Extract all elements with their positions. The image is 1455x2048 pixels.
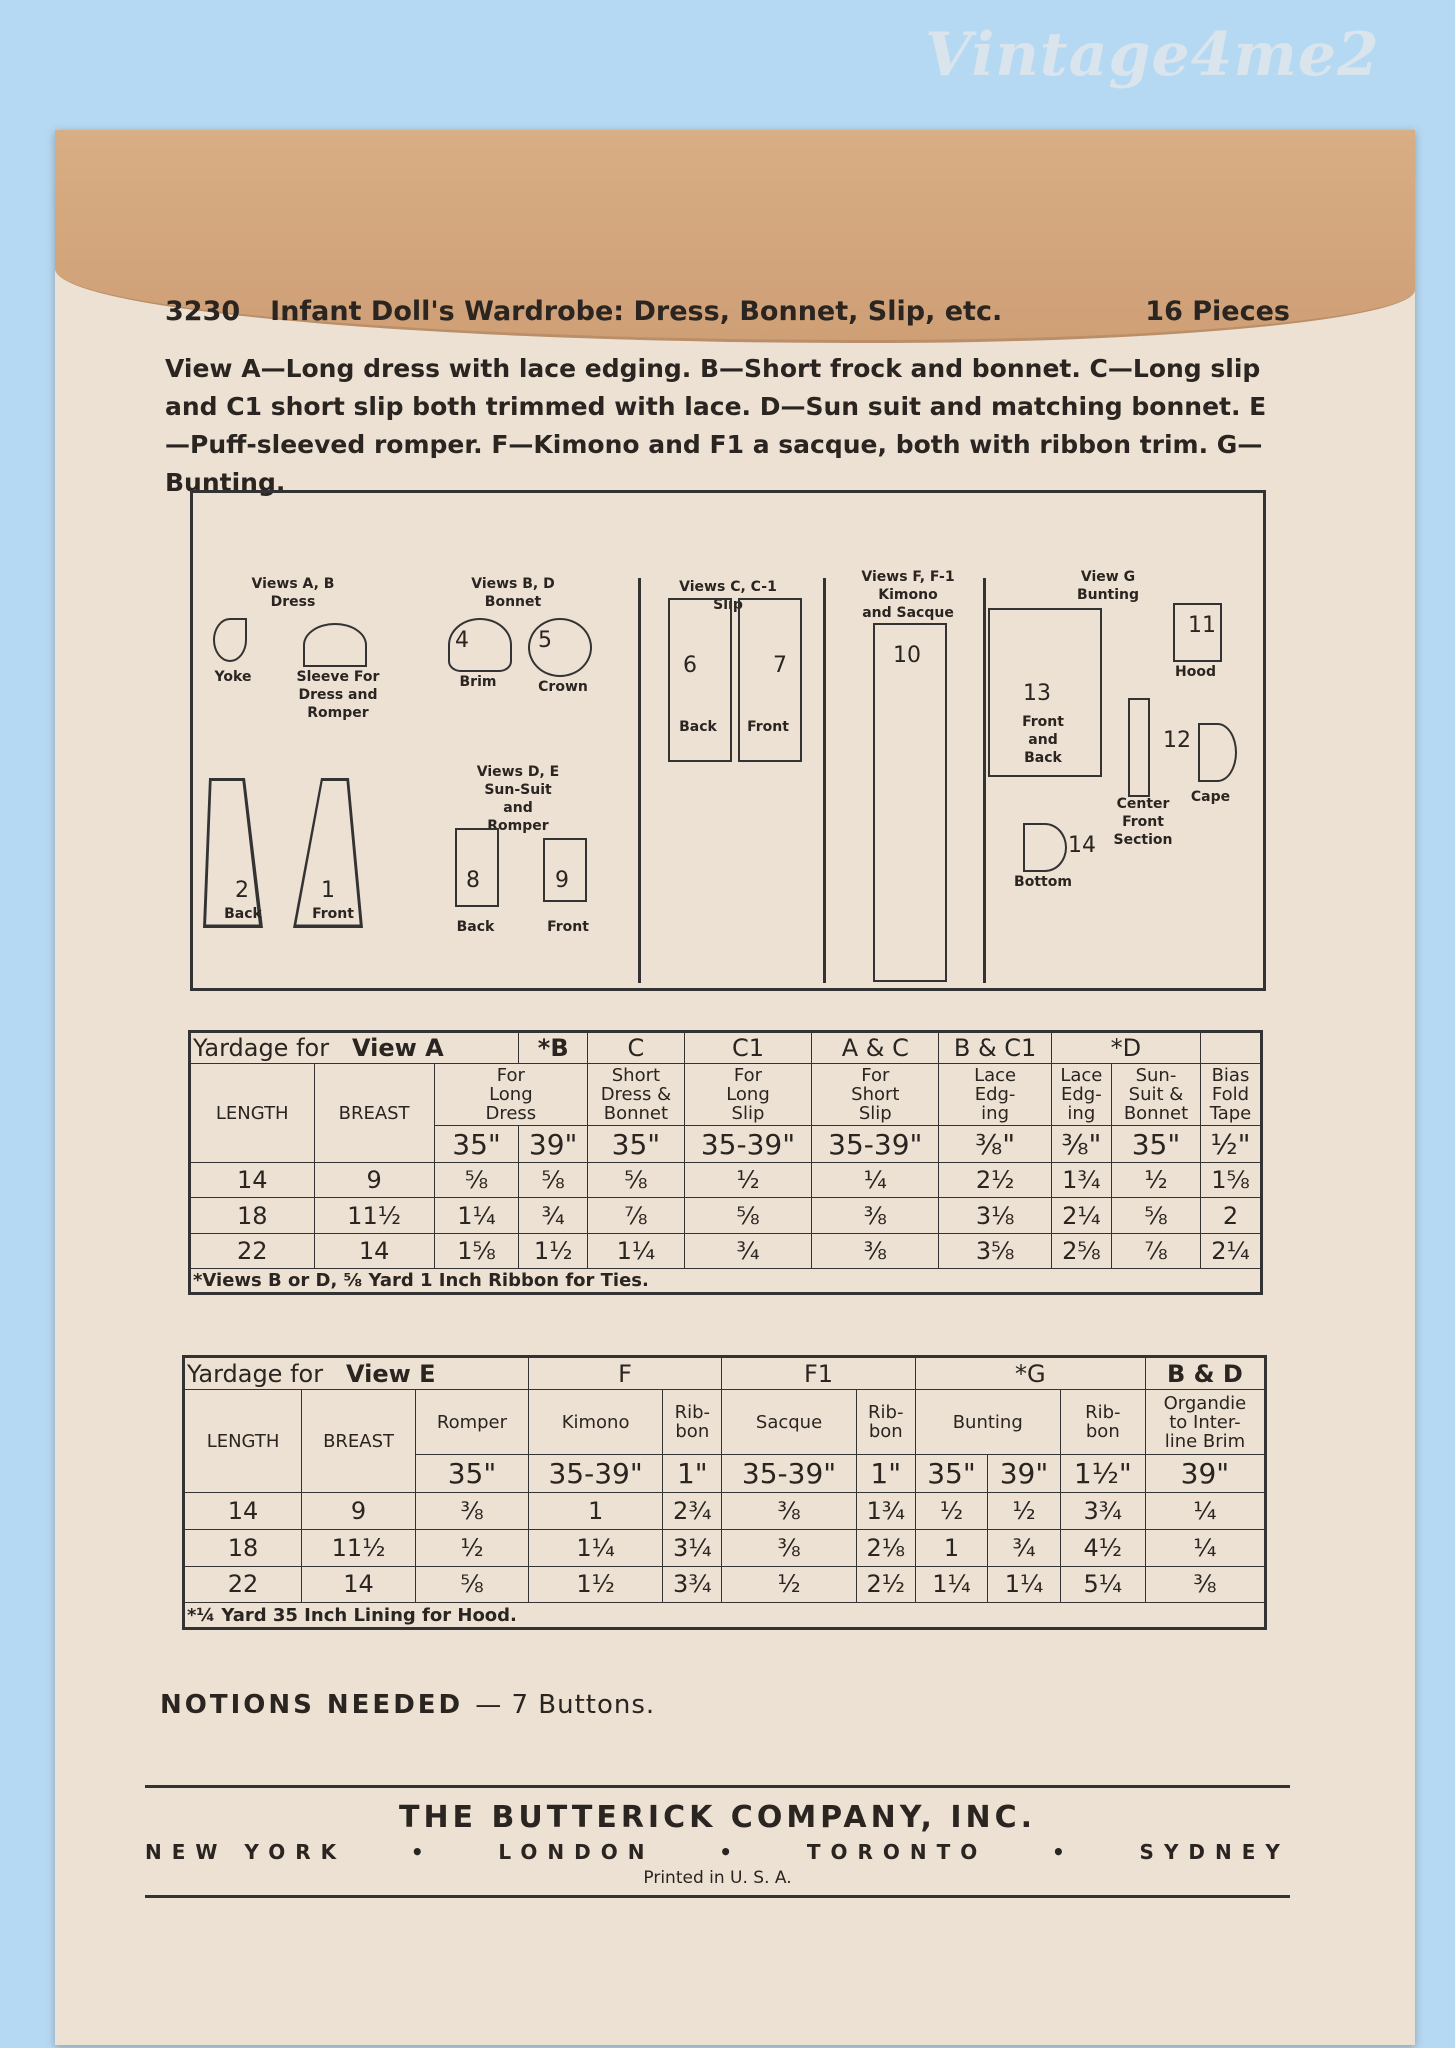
subheader: Romper <box>416 1390 529 1455</box>
piece-number: 7 <box>773 653 787 678</box>
slip-front-piece <box>738 598 802 762</box>
table-cell: 18 <box>184 1529 302 1566</box>
pattern-heading <box>165 296 1290 327</box>
table-cell: 1¾ <box>856 1493 915 1530</box>
table-cell: 2¼ <box>1200 1233 1261 1268</box>
subheader: Kimono <box>528 1390 662 1455</box>
table-cell: ½ <box>722 1566 856 1603</box>
table-cell: ¼ <box>1145 1529 1265 1566</box>
table-cell: ⅜ <box>416 1493 529 1530</box>
table-cell: ⅜ <box>1145 1566 1265 1603</box>
table-cell: ½ <box>915 1493 988 1530</box>
table-cell: ⅝ <box>416 1566 529 1603</box>
subheader: For Short Slip <box>812 1064 939 1126</box>
table-cell: 1 <box>915 1529 988 1566</box>
printed-in: Printed in U. S. A. <box>643 1868 792 1888</box>
width-cell: 39" <box>988 1455 1061 1493</box>
table-cell: 2½ <box>856 1566 915 1603</box>
city-label: NEW YORK <box>145 1840 347 1864</box>
cape-label: Cape <box>1190 789 1231 805</box>
piece-number: 6 <box>683 653 697 678</box>
column-header: B & C1 <box>939 1032 1051 1064</box>
width-cell: 35" <box>416 1455 529 1493</box>
width-cell: ⅜" <box>939 1126 1051 1163</box>
table-cell: 14 <box>302 1566 416 1603</box>
pattern-pieces-diagram <box>190 490 1266 991</box>
piece-number: 11 <box>1188 613 1216 638</box>
table-cell: ⅝ <box>684 1198 811 1233</box>
city-label: LONDON <box>498 1840 655 1864</box>
table-cell: ½ <box>416 1529 529 1566</box>
table-cell: ¾ <box>519 1198 588 1233</box>
column-header: C1 <box>684 1032 811 1064</box>
subheader: For Long Slip <box>684 1064 811 1126</box>
table-cell: 2¼ <box>1051 1198 1111 1233</box>
piece-number: 4 <box>455 628 469 653</box>
table-cell: ½ <box>684 1163 811 1198</box>
width-cell: ⅜" <box>1051 1126 1111 1163</box>
table-cell: 22 <box>184 1566 302 1603</box>
table-cell: ½ <box>1112 1163 1201 1198</box>
subheader: Rib- bon <box>1060 1390 1145 1455</box>
table-cell: ¾ <box>988 1529 1061 1566</box>
column-header: *B <box>519 1032 588 1064</box>
table-cell: ⅝ <box>434 1163 519 1198</box>
divider <box>145 1895 1290 1898</box>
piece-number: 5 <box>538 628 552 653</box>
table-cell: 3⅝ <box>939 1233 1051 1268</box>
table-row <box>184 1566 1266 1603</box>
subheader: Organdie to Inter- line Brim <box>1145 1390 1265 1455</box>
table-row <box>190 1233 1262 1268</box>
breast-header: BREAST <box>314 1064 434 1163</box>
column-header: *G <box>915 1357 1145 1390</box>
city-label: • <box>719 1840 743 1864</box>
views-de-label: Views D, E Sun-Suit and Romper <box>476 764 560 834</box>
table-cell: 11½ <box>314 1198 434 1233</box>
width-cell: 35" <box>1112 1126 1201 1163</box>
subheader: Sun- Suit & Bonnet <box>1112 1064 1201 1126</box>
front-label: Front <box>747 719 789 735</box>
column-header: View A <box>351 1034 444 1063</box>
table-cell: 18 <box>190 1198 315 1233</box>
table-cell: 1¼ <box>434 1198 519 1233</box>
width-cell: ½" <box>1200 1126 1261 1163</box>
table-cell: 2½ <box>939 1163 1051 1198</box>
city-label: • <box>410 1840 434 1864</box>
bottom-label: Bottom <box>1014 874 1072 890</box>
table-cell: 9 <box>302 1493 416 1530</box>
column-header: *D <box>1051 1032 1200 1064</box>
city-label: SYDNEY <box>1139 1840 1290 1864</box>
table-cell: ⅝ <box>588 1163 685 1198</box>
table-cell: ⅝ <box>1112 1198 1201 1233</box>
table-cell: ½ <box>988 1493 1061 1530</box>
column-header: C <box>588 1032 685 1064</box>
front-label: Front <box>547 919 589 935</box>
column-header: F <box>528 1357 721 1390</box>
sleeve-piece <box>303 623 367 667</box>
table-cell: ¾ <box>684 1233 811 1268</box>
table-row <box>190 1163 1262 1198</box>
pattern-title: Infant Doll's Wardrobe: Dress, Bonnet, Slip, etc. <box>270 296 1003 327</box>
table-cell: ⅜ <box>812 1198 939 1233</box>
watermark: Vintage4me2 <box>925 20 1380 90</box>
length-header: LENGTH <box>184 1390 302 1493</box>
length-header: LENGTH <box>190 1064 315 1163</box>
width-cell: 35-39" <box>684 1126 811 1163</box>
yardage-for-label: Yardage for <box>187 1359 324 1388</box>
width-cell: 1" <box>663 1455 722 1493</box>
table-cell: ⅝ <box>519 1163 588 1198</box>
table-cell: 3¾ <box>1060 1493 1145 1530</box>
views-ff1-label: Views F, F-1 Kimono and Sacque <box>861 569 955 621</box>
table-cell: 1½ <box>519 1233 588 1268</box>
piece-number: 13 <box>1023 681 1051 706</box>
table-cell: 5¼ <box>1060 1566 1145 1603</box>
front-label: Front <box>312 906 354 922</box>
table-row <box>184 1529 1266 1566</box>
yardage-table-1 <box>188 1030 1263 1295</box>
table-cell: 3⅛ <box>939 1198 1051 1233</box>
table-header <box>184 1357 529 1390</box>
table-cell: 2 <box>1200 1198 1261 1233</box>
subheader: Rib- bon <box>856 1390 915 1455</box>
city-label: • <box>1052 1840 1075 1864</box>
table-cell: 1 <box>528 1493 662 1530</box>
yardage-for-label: Yardage for <box>193 1034 330 1063</box>
pattern-description: View A—Long dress with lace edging. B—Short frock and bonnet. C—Long slip and C1 short slip both trimmed with lace. D—Sun suit and matching bonnet. E—Puff-sleeved romper. F—Kimono and F1 a sacque, both with ribbon trim. G—Bunting. <box>165 354 1267 497</box>
notions-value: — 7 Buttons. <box>475 1690 656 1720</box>
view-g-label: View G Bunting <box>1076 569 1140 603</box>
width-cell: 35" <box>434 1126 519 1163</box>
table-cell: 9 <box>314 1163 434 1198</box>
views-cc1-label: Views C, C-1 Slip <box>679 579 777 613</box>
back-label: Back <box>679 719 717 735</box>
table-cell: ⅜ <box>812 1233 939 1268</box>
piece-number: 2 <box>235 878 249 903</box>
table-cell: 1⅝ <box>1200 1163 1261 1198</box>
kimono-piece <box>873 623 947 982</box>
subheader: Bunting <box>915 1390 1060 1455</box>
divider <box>823 578 826 983</box>
column-header: A & C <box>812 1032 939 1064</box>
width-cell: 1½" <box>1060 1455 1145 1493</box>
front-and-back-label: Front and Back <box>1022 714 1064 766</box>
subheader: Short Dress & Bonnet <box>588 1064 685 1126</box>
subheader: Sacque <box>722 1390 856 1455</box>
width-cell: 39" <box>519 1126 588 1163</box>
table-cell: 14 <box>184 1493 302 1530</box>
piece-number: 1 <box>321 878 335 903</box>
divider <box>145 1785 1290 1788</box>
table-cell: ⅞ <box>588 1198 685 1233</box>
table-cell: 3¼ <box>663 1529 722 1566</box>
pattern-pieces: 16 Pieces <box>1145 296 1290 327</box>
notions-label: NOTIONS NEEDED <box>160 1690 464 1720</box>
divider <box>638 578 641 983</box>
piece-number: 14 <box>1068 833 1096 858</box>
company-name: THE BUTTERICK COMPANY, INC. <box>398 1800 1037 1835</box>
table-note: *Views B or D, ⅝ Yard 1 Inch Ribbon for Ties. <box>193 1270 649 1292</box>
width-cell: 39" <box>1145 1455 1265 1493</box>
divider <box>983 578 986 983</box>
subheader: Bias Fold Tape <box>1200 1064 1261 1126</box>
subheader: Lace Edg- ing <box>1051 1064 1111 1126</box>
city-label: TORONTO <box>806 1840 988 1864</box>
table-cell: ¼ <box>1145 1493 1265 1530</box>
views-bd-label: Views B, D Bonnet <box>471 576 555 610</box>
width-cell: 1" <box>856 1455 915 1493</box>
slip-back-piece <box>668 598 732 762</box>
width-cell: 35" <box>915 1455 988 1493</box>
width-cell: 35-39" <box>812 1126 939 1163</box>
subheader: For Long Dress <box>434 1064 587 1126</box>
table-cell: 1½ <box>528 1566 662 1603</box>
table-cell: 1¼ <box>915 1566 988 1603</box>
table-cell: 4½ <box>1060 1529 1145 1566</box>
hood-label: Hood <box>1175 664 1216 680</box>
table-cell: 3¾ <box>663 1566 722 1603</box>
column-header: B & D <box>1145 1357 1265 1390</box>
center-front-piece <box>1128 698 1150 797</box>
back-label: Back <box>456 919 495 935</box>
table-cell: ¼ <box>812 1163 939 1198</box>
sleeve-label: Sleeve For Dress and Romper <box>296 669 380 721</box>
breast-header: BREAST <box>302 1390 416 1493</box>
table-header <box>190 1032 519 1064</box>
subheader: Lace Edg- ing <box>939 1064 1051 1126</box>
pattern-number: 3230 <box>165 296 241 327</box>
back-label: Back <box>224 906 262 922</box>
table-note: *¼ Yard 35 Inch Lining for Hood. <box>187 1604 517 1626</box>
notions-needed <box>160 1690 655 1720</box>
piece-number: 9 <box>555 868 569 893</box>
views-ab-label: Views A, B Dress <box>251 576 335 610</box>
center-front-label: Center Front Section <box>1113 796 1173 848</box>
width-cell: 35" <box>588 1126 685 1163</box>
table-cell: ⅞ <box>1112 1233 1201 1268</box>
bottom-piece <box>1023 823 1067 872</box>
column-header: View E <box>345 1359 436 1388</box>
table-cell: 1¾ <box>1051 1163 1111 1198</box>
table-cell: 2¾ <box>663 1493 722 1530</box>
piece-number: 8 <box>466 868 480 893</box>
table-cell: 14 <box>314 1233 434 1268</box>
table-cell: ⅜ <box>722 1493 856 1530</box>
table-cell: 22 <box>190 1233 315 1268</box>
subheader: Rib- bon <box>663 1390 722 1455</box>
table-cell: 1¼ <box>528 1529 662 1566</box>
width-cell: 35-39" <box>528 1455 662 1493</box>
cities-list <box>145 1840 1290 1864</box>
yoke-label: Yoke <box>214 669 252 685</box>
table-cell: 1¼ <box>988 1566 1061 1603</box>
table-row <box>184 1493 1266 1530</box>
table-cell: 1⅝ <box>434 1233 519 1268</box>
width-cell: 35-39" <box>722 1455 856 1493</box>
table-cell: 2⅛ <box>856 1529 915 1566</box>
brim-label: Brim <box>459 674 497 690</box>
cape-piece <box>1198 723 1237 782</box>
crown-label: Crown <box>538 679 588 695</box>
column-header: F1 <box>722 1357 915 1390</box>
table-cell: 11½ <box>302 1529 416 1566</box>
yardage-table-2 <box>182 1355 1267 1630</box>
piece-number: 12 <box>1163 728 1191 753</box>
piece-number: 10 <box>893 643 921 668</box>
table-cell: ⅜ <box>722 1529 856 1566</box>
table-cell: 1¼ <box>588 1233 685 1268</box>
table-row <box>190 1198 1262 1233</box>
yoke-piece <box>213 618 247 662</box>
table-cell: 2⅝ <box>1051 1233 1111 1268</box>
table-cell: 14 <box>190 1163 315 1198</box>
